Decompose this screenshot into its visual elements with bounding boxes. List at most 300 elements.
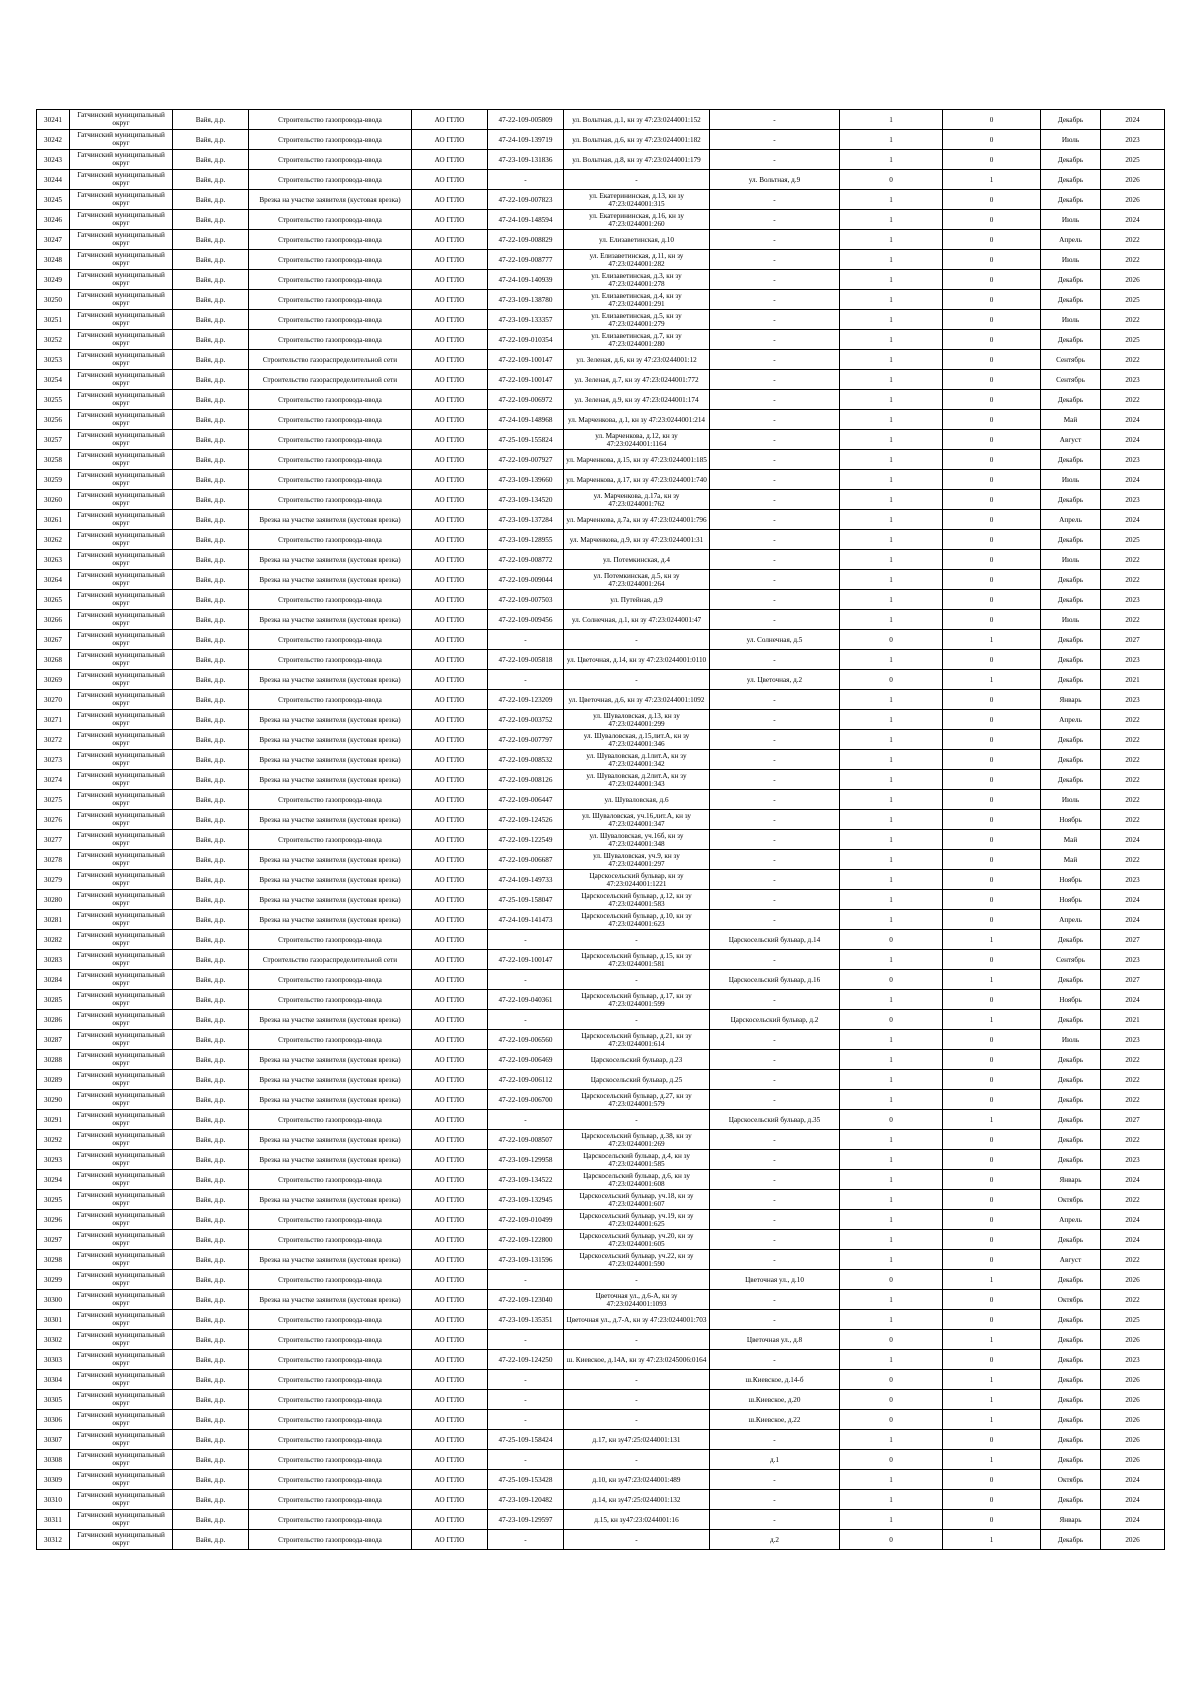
contract-flag-cell: 0 xyxy=(840,170,943,190)
contract-flag-cell: 1 xyxy=(840,1470,943,1490)
work-type-cell: Строительство газопровода-ввода xyxy=(249,790,412,810)
no-contract-flag-cell: 1 xyxy=(943,1410,1041,1430)
district-cell: Гатчинский муниципальный округ xyxy=(70,630,173,650)
contract-flag-cell: 1 xyxy=(840,110,943,130)
address-cadastral-cell: ул. Елизаветинская, д.5, кн зу 47:23:0244001:279 xyxy=(564,310,710,330)
table-row xyxy=(37,750,1165,770)
month-cell: Январь xyxy=(1041,690,1101,710)
row-number-cell: 30309 xyxy=(37,1470,70,1490)
organization-cell: АО ГГЛО xyxy=(412,1150,488,1170)
contract-number-cell: - xyxy=(488,1110,564,1130)
planned-address-cell: ул. Вольтная, д.9 xyxy=(710,170,840,190)
district-cell: Гатчинский муниципальный округ xyxy=(70,1350,173,1370)
contract-number-cell: - xyxy=(488,1530,564,1550)
no-contract-flag-cell: 0 xyxy=(943,1470,1041,1490)
no-contract-flag-cell: 0 xyxy=(943,870,1041,890)
address-cadastral-cell: Царскосельский бульвар, д.10, кн зу 47:23:0244001:623 xyxy=(564,910,710,930)
planned-address-cell: - xyxy=(710,330,840,350)
month-cell: Декабрь xyxy=(1041,750,1101,770)
contract-flag-cell: 1 xyxy=(840,1230,943,1250)
year-cell: 2026 xyxy=(1101,1270,1165,1290)
month-cell: Декабрь xyxy=(1041,1010,1101,1030)
contract-number-cell: 47-23-109-134520 xyxy=(488,490,564,510)
year-cell: 2024 xyxy=(1101,990,1165,1010)
month-cell: Декабрь xyxy=(1041,650,1101,670)
contract-number-cell: 47-22-109-010354 xyxy=(488,330,564,350)
data-table xyxy=(36,109,1165,1550)
month-cell: Июль xyxy=(1041,550,1101,570)
work-type-cell: Строительство газопровода-ввода xyxy=(249,130,412,150)
settlement-cell: Вайя, д.р. xyxy=(173,1030,249,1050)
planned-address-cell: Царскосельский бульвар, д.16 xyxy=(710,970,840,990)
row-number-cell: 30307 xyxy=(37,1430,70,1450)
table-row xyxy=(37,210,1165,230)
no-contract-flag-cell: 0 xyxy=(943,110,1041,130)
row-number-cell: 30305 xyxy=(37,1390,70,1410)
no-contract-flag-cell: 0 xyxy=(943,790,1041,810)
row-number-cell: 30289 xyxy=(37,1070,70,1090)
settlement-cell: Вайя, д.р. xyxy=(173,270,249,290)
year-cell: 2026 xyxy=(1101,1430,1165,1450)
settlement-cell: Вайя, д.р. xyxy=(173,390,249,410)
table-row xyxy=(37,990,1165,1010)
year-cell: 2024 xyxy=(1101,1510,1165,1530)
row-number-cell: 30265 xyxy=(37,590,70,610)
table-row xyxy=(37,1330,1165,1350)
row-number-cell: 30247 xyxy=(37,230,70,250)
contract-number-cell: 47-23-109-131836 xyxy=(488,150,564,170)
district-cell: Гатчинский муниципальный округ xyxy=(70,850,173,870)
address-cadastral-cell: Цветочная ул., д.7-А, кн зу 47:23:0244001:703 xyxy=(564,1310,710,1330)
no-contract-flag-cell: 0 xyxy=(943,470,1041,490)
work-type-cell: Врезка на участке заявителя (кустовая врезка) xyxy=(249,1190,412,1210)
year-cell: 2022 xyxy=(1101,1090,1165,1110)
planned-address-cell: - xyxy=(710,550,840,570)
planned-address-cell: Цветочная ул., д.8 xyxy=(710,1330,840,1350)
contract-number-cell: 47-22-109-008772 xyxy=(488,550,564,570)
year-cell: 2022 xyxy=(1101,570,1165,590)
row-number-cell: 30298 xyxy=(37,1250,70,1270)
work-type-cell: Врезка на участке заявителя (кустовая врезка) xyxy=(249,610,412,630)
organization-cell: АО ГГЛО xyxy=(412,950,488,970)
year-cell: 2023 xyxy=(1101,490,1165,510)
work-type-cell: Строительство газопровода-ввода xyxy=(249,1110,412,1130)
organization-cell: АО ГГЛО xyxy=(412,990,488,1010)
organization-cell: АО ГГЛО xyxy=(412,170,488,190)
contract-number-cell: 47-25-109-153428 xyxy=(488,1470,564,1490)
year-cell: 2024 xyxy=(1101,210,1165,230)
organization-cell: АО ГГЛО xyxy=(412,490,488,510)
no-contract-flag-cell: 1 xyxy=(943,1330,1041,1350)
planned-address-cell: - xyxy=(710,990,840,1010)
contract-number-cell: 47-24-109-148968 xyxy=(488,410,564,430)
settlement-cell: Вайя, д.р. xyxy=(173,350,249,370)
settlement-cell: Вайя, д.р. xyxy=(173,790,249,810)
month-cell: Декабрь xyxy=(1041,190,1101,210)
organization-cell: АО ГГЛО xyxy=(412,570,488,590)
month-cell: Декабрь xyxy=(1041,630,1101,650)
address-cadastral-cell: - xyxy=(564,630,710,650)
settlement-cell: Вайя, д.р. xyxy=(173,1510,249,1530)
address-cadastral-cell: ул. Марченкова, д.9, кн зу 47:23:0244001:31 xyxy=(564,530,710,550)
district-cell: Гатчинский муниципальный округ xyxy=(70,150,173,170)
address-cadastral-cell: - xyxy=(564,1410,710,1430)
work-type-cell: Строительство газопровода-ввода xyxy=(249,1510,412,1530)
district-cell: Гатчинский муниципальный округ xyxy=(70,1050,173,1070)
contract-number-cell: - xyxy=(488,1370,564,1390)
contract-number-cell: - xyxy=(488,670,564,690)
table-row xyxy=(37,1210,1165,1230)
contract-flag-cell: 1 xyxy=(840,150,943,170)
address-cadastral-cell: ул. Марченкова, д.15, кн зу 47:23:0244001:185 xyxy=(564,450,710,470)
table-row xyxy=(37,890,1165,910)
contract-flag-cell: 1 xyxy=(840,850,943,870)
work-type-cell: Врезка на участке заявителя (кустовая врезка) xyxy=(249,190,412,210)
year-cell: 2021 xyxy=(1101,670,1165,690)
table-row xyxy=(37,830,1165,850)
contract-flag-cell: 1 xyxy=(840,510,943,530)
year-cell: 2024 xyxy=(1101,510,1165,530)
organization-cell: АО ГГЛО xyxy=(412,630,488,650)
year-cell: 2024 xyxy=(1101,1490,1165,1510)
work-type-cell: Врезка на участке заявителя (кустовая врезка) xyxy=(249,1250,412,1270)
address-cadastral-cell: ул. Зеленая, д.6, кн зу 47:23:0244001:12 xyxy=(564,350,710,370)
month-cell: Декабрь xyxy=(1041,1530,1101,1550)
district-cell: Гатчинский муниципальный округ xyxy=(70,350,173,370)
year-cell: 2026 xyxy=(1101,1370,1165,1390)
district-cell: Гатчинский муниципальный округ xyxy=(70,550,173,570)
row-number-cell: 30274 xyxy=(37,770,70,790)
row-number-cell: 30276 xyxy=(37,810,70,830)
row-number-cell: 30246 xyxy=(37,210,70,230)
row-number-cell: 30300 xyxy=(37,1290,70,1310)
work-type-cell: Врезка на участке заявителя (кустовая врезка) xyxy=(249,870,412,890)
row-number-cell: 30270 xyxy=(37,690,70,710)
contract-flag-cell: 1 xyxy=(840,1170,943,1190)
table-row xyxy=(37,290,1165,310)
table-row xyxy=(37,330,1165,350)
organization-cell: АО ГГЛО xyxy=(412,1290,488,1310)
row-number-cell: 30266 xyxy=(37,610,70,630)
contract-flag-cell: 1 xyxy=(840,1350,943,1370)
contract-flag-cell: 1 xyxy=(840,690,943,710)
organization-cell: АО ГГЛО xyxy=(412,250,488,270)
address-cadastral-cell: ул. Шуваловская, д.2лит.А, кн зу 47:23:0244001:343 xyxy=(564,770,710,790)
district-cell: Гатчинский муниципальный округ xyxy=(70,590,173,610)
year-cell: 2026 xyxy=(1101,1450,1165,1470)
row-number-cell: 30304 xyxy=(37,1370,70,1390)
table-row xyxy=(37,1430,1165,1450)
work-type-cell: Строительство газопровода-ввода xyxy=(249,930,412,950)
table-row xyxy=(37,730,1165,750)
address-cadastral-cell: Царскосельский бульвар, д.17, кн зу 47:23:0244001:599 xyxy=(564,990,710,1010)
contract-number-cell: 47-22-109-003752 xyxy=(488,710,564,730)
contract-flag-cell: 1 xyxy=(840,570,943,590)
settlement-cell: Вайя, д.р. xyxy=(173,1130,249,1150)
settlement-cell: Вайя, д.р. xyxy=(173,1270,249,1290)
address-cadastral-cell: Царскосельский бульвар, д.27, кн зу 47:23:0244001:579 xyxy=(564,1090,710,1110)
month-cell: Апрель xyxy=(1041,510,1101,530)
address-cadastral-cell: Царскосельский бульвар, д.25 xyxy=(564,1070,710,1090)
address-cadastral-cell: Царскосельский бульвар, д.6, кн зу 47:23:0244001:608 xyxy=(564,1170,710,1190)
district-cell: Гатчинский муниципальный округ xyxy=(70,690,173,710)
month-cell: Июль xyxy=(1041,130,1101,150)
district-cell: Гатчинский муниципальный округ xyxy=(70,1310,173,1330)
settlement-cell: Вайя, д.р. xyxy=(173,510,249,530)
district-cell: Гатчинский муниципальный округ xyxy=(70,310,173,330)
organization-cell: АО ГГЛО xyxy=(412,1090,488,1110)
settlement-cell: Вайя, д.р. xyxy=(173,370,249,390)
address-cadastral-cell: ш. Киевское, д.14А, кн зу 47:23:0245006:0164 xyxy=(564,1350,710,1370)
no-contract-flag-cell: 0 xyxy=(943,990,1041,1010)
table-row xyxy=(37,910,1165,930)
work-type-cell: Строительство газопровода-ввода xyxy=(249,590,412,610)
address-cadastral-cell: Царскосельский бульвар, уч.19, кн зу 47:23:0244001:625 xyxy=(564,1210,710,1230)
no-contract-flag-cell: 0 xyxy=(943,1030,1041,1050)
work-type-cell: Строительство газопровода-ввода xyxy=(249,1390,412,1410)
contract-number-cell: - xyxy=(488,970,564,990)
row-number-cell: 30258 xyxy=(37,450,70,470)
row-number-cell: 30243 xyxy=(37,150,70,170)
organization-cell: АО ГГЛО xyxy=(412,830,488,850)
district-cell: Гатчинский муниципальный округ xyxy=(70,1110,173,1130)
month-cell: Декабрь xyxy=(1041,1230,1101,1250)
table-row xyxy=(37,570,1165,590)
row-number-cell: 30280 xyxy=(37,890,70,910)
year-cell: 2022 xyxy=(1101,750,1165,770)
planned-address-cell: д.2 xyxy=(710,1530,840,1550)
planned-address-cell: - xyxy=(710,130,840,150)
planned-address-cell: - xyxy=(710,1490,840,1510)
row-number-cell: 30257 xyxy=(37,430,70,450)
row-number-cell: 30260 xyxy=(37,490,70,510)
month-cell: Декабрь xyxy=(1041,1430,1101,1450)
row-number-cell: 30263 xyxy=(37,550,70,570)
table-row xyxy=(37,1390,1165,1410)
organization-cell: АО ГГЛО xyxy=(412,1390,488,1410)
contract-flag-cell: 1 xyxy=(840,530,943,550)
contract-flag-cell: 0 xyxy=(840,930,943,950)
work-type-cell: Врезка на участке заявителя (кустовая врезка) xyxy=(249,1050,412,1070)
contract-number-cell: 47-23-109-129958 xyxy=(488,1150,564,1170)
contract-number-cell: 47-22-109-006447 xyxy=(488,790,564,810)
year-cell: 2024 xyxy=(1101,1210,1165,1230)
contract-number-cell: 47-23-109-139660 xyxy=(488,470,564,490)
contract-flag-cell: 1 xyxy=(840,1050,943,1070)
no-contract-flag-cell: 0 xyxy=(943,490,1041,510)
contract-flag-cell: 1 xyxy=(840,1090,943,1110)
organization-cell: АО ГГЛО xyxy=(412,1130,488,1150)
planned-address-cell: ул. Солнечная, д.5 xyxy=(710,630,840,650)
district-cell: Гатчинский муниципальный округ xyxy=(70,450,173,470)
month-cell: Декабрь xyxy=(1041,1050,1101,1070)
organization-cell: АО ГГЛО xyxy=(412,770,488,790)
contract-flag-cell: 0 xyxy=(840,1530,943,1550)
year-cell: 2022 xyxy=(1101,790,1165,810)
no-contract-flag-cell: 0 xyxy=(943,150,1041,170)
planned-address-cell: - xyxy=(710,290,840,310)
year-cell: 2026 xyxy=(1101,1330,1165,1350)
organization-cell: АО ГГЛО xyxy=(412,910,488,930)
district-cell: Гатчинский муниципальный округ xyxy=(70,370,173,390)
organization-cell: АО ГГЛО xyxy=(412,1050,488,1070)
table-row xyxy=(37,1530,1165,1550)
planned-address-cell: - xyxy=(710,1290,840,1310)
contract-flag-cell: 1 xyxy=(840,1290,943,1310)
row-number-cell: 30255 xyxy=(37,390,70,410)
settlement-cell: Вайя, д.р. xyxy=(173,1330,249,1350)
month-cell: Декабрь xyxy=(1041,770,1101,790)
district-cell: Гатчинский муниципальный округ xyxy=(70,170,173,190)
organization-cell: АО ГГЛО xyxy=(412,850,488,870)
work-type-cell: Строительство газопровода-ввода xyxy=(249,1530,412,1550)
table-body xyxy=(37,110,1165,1550)
work-type-cell: Строительство газопровода-ввода xyxy=(249,450,412,470)
year-cell: 2022 xyxy=(1101,810,1165,830)
year-cell: 2024 xyxy=(1101,1230,1165,1250)
table-row xyxy=(37,370,1165,390)
year-cell: 2025 xyxy=(1101,150,1165,170)
table-row xyxy=(37,1350,1165,1370)
settlement-cell: Вайя, д.р. xyxy=(173,1070,249,1090)
organization-cell: АО ГГЛО xyxy=(412,530,488,550)
table-row xyxy=(37,1250,1165,1270)
district-cell: Гатчинский муниципальный округ xyxy=(70,1090,173,1110)
settlement-cell: Вайя, д.р. xyxy=(173,750,249,770)
table-row xyxy=(37,430,1165,450)
district-cell: Гатчинский муниципальный округ xyxy=(70,1330,173,1350)
contract-flag-cell: 0 xyxy=(840,670,943,690)
planned-address-cell: - xyxy=(710,1090,840,1110)
month-cell: Январь xyxy=(1041,1170,1101,1190)
address-cadastral-cell: ул. Цветочная, д.6, кн зу 47:23:0244001:1092 xyxy=(564,690,710,710)
work-type-cell: Строительство газопровода-ввода xyxy=(249,230,412,250)
no-contract-flag-cell: 0 xyxy=(943,350,1041,370)
organization-cell: АО ГГЛО xyxy=(412,270,488,290)
planned-address-cell: ш.Киевское, д.20 xyxy=(710,1390,840,1410)
contract-number-cell: 47-22-109-124250 xyxy=(488,1350,564,1370)
contract-flag-cell: 1 xyxy=(840,370,943,390)
district-cell: Гатчинский муниципальный округ xyxy=(70,250,173,270)
table-row xyxy=(37,950,1165,970)
settlement-cell: Вайя, д.р. xyxy=(173,1150,249,1170)
table-row xyxy=(37,170,1165,190)
row-number-cell: 30259 xyxy=(37,470,70,490)
organization-cell: АО ГГЛО xyxy=(412,550,488,570)
settlement-cell: Вайя, д.р. xyxy=(173,1450,249,1470)
organization-cell: АО ГГЛО xyxy=(412,1470,488,1490)
month-cell: Декабрь xyxy=(1041,450,1101,470)
address-cadastral-cell: ул. Цветочная, д.14, кн зу 47:23:0244001:0110 xyxy=(564,650,710,670)
contract-number-cell: 47-22-109-006687 xyxy=(488,850,564,870)
address-cadastral-cell: д.10, кн зу47:23:0244001:489 xyxy=(564,1470,710,1490)
work-type-cell: Строительство газопровода-ввода xyxy=(249,990,412,1010)
no-contract-flag-cell: 1 xyxy=(943,1390,1041,1410)
month-cell: Декабрь xyxy=(1041,290,1101,310)
work-type-cell: Строительство газопровода-ввода xyxy=(249,1230,412,1250)
work-type-cell: Строительство газопровода-ввода xyxy=(249,150,412,170)
contract-flag-cell: 1 xyxy=(840,790,943,810)
settlement-cell: Вайя, д.р. xyxy=(173,810,249,830)
planned-address-cell: - xyxy=(710,210,840,230)
table-row xyxy=(37,410,1165,430)
district-cell: Гатчинский муниципальный округ xyxy=(70,190,173,210)
year-cell: 2022 xyxy=(1101,730,1165,750)
work-type-cell: Строительство газопровода-ввода xyxy=(249,470,412,490)
district-cell: Гатчинский муниципальный округ xyxy=(70,290,173,310)
contract-number-cell: 47-24-109-149733 xyxy=(488,870,564,890)
contract-flag-cell: 0 xyxy=(840,1330,943,1350)
year-cell: 2023 xyxy=(1101,450,1165,470)
contract-flag-cell: 1 xyxy=(840,190,943,210)
address-cadastral-cell: ул. Вольтная, д.8, кн зу 47:23:0244001:179 xyxy=(564,150,710,170)
address-cadastral-cell: - xyxy=(564,1390,710,1410)
contract-number-cell: 47-22-109-123040 xyxy=(488,1290,564,1310)
table-row xyxy=(37,1050,1165,1070)
settlement-cell: Вайя, д.р. xyxy=(173,970,249,990)
organization-cell: АО ГГЛО xyxy=(412,1530,488,1550)
address-cadastral-cell: Царскосельский бульвар, кн зу 47:23:0244001:1221 xyxy=(564,870,710,890)
table-row xyxy=(37,930,1165,950)
settlement-cell: Вайя, д.р. xyxy=(173,1310,249,1330)
month-cell: Декабрь xyxy=(1041,150,1101,170)
month-cell: Сентябрь xyxy=(1041,950,1101,970)
settlement-cell: Вайя, д.р. xyxy=(173,590,249,610)
planned-address-cell: - xyxy=(710,150,840,170)
address-cadastral-cell: д.15, кн зу47:23:0244001:16 xyxy=(564,1510,710,1530)
table-row xyxy=(37,590,1165,610)
contract-number-cell: - xyxy=(488,1390,564,1410)
row-number-cell: 30267 xyxy=(37,630,70,650)
no-contract-flag-cell: 0 xyxy=(943,1170,1041,1190)
year-cell: 2025 xyxy=(1101,1310,1165,1330)
address-cadastral-cell: ул. Шуваловская, уч.16,лит.А, кн зу 47:23:0244001:347 xyxy=(564,810,710,830)
table-row xyxy=(37,1130,1165,1150)
table-row xyxy=(37,1030,1165,1050)
planned-address-cell: - xyxy=(710,1310,840,1330)
month-cell: Декабрь xyxy=(1041,570,1101,590)
district-cell: Гатчинский муниципальный округ xyxy=(70,1390,173,1410)
month-cell: Декабрь xyxy=(1041,1150,1101,1170)
contract-flag-cell: 1 xyxy=(840,250,943,270)
month-cell: Август xyxy=(1041,430,1101,450)
year-cell: 2027 xyxy=(1101,630,1165,650)
contract-number-cell: 47-22-109-100147 xyxy=(488,350,564,370)
no-contract-flag-cell: 1 xyxy=(943,170,1041,190)
work-type-cell: Строительство газораспределительной сети xyxy=(249,370,412,390)
settlement-cell: Вайя, д.р. xyxy=(173,850,249,870)
planned-address-cell: - xyxy=(710,110,840,130)
contract-number-cell: 47-22-109-040361 xyxy=(488,990,564,1010)
contract-number-cell: 47-22-109-007927 xyxy=(488,450,564,470)
district-cell: Гатчинский муниципальный округ xyxy=(70,970,173,990)
month-cell: Декабрь xyxy=(1041,490,1101,510)
address-cadastral-cell: ул. Екатерининская, д.16, кн зу 47:23:0244001:260 xyxy=(564,210,710,230)
no-contract-flag-cell: 0 xyxy=(943,570,1041,590)
row-number-cell: 30249 xyxy=(37,270,70,290)
no-contract-flag-cell: 0 xyxy=(943,1070,1041,1090)
work-type-cell: Врезка на участке заявителя (кустовая врезка) xyxy=(249,550,412,570)
row-number-cell: 30283 xyxy=(37,950,70,970)
contract-number-cell: 47-22-109-008532 xyxy=(488,750,564,770)
no-contract-flag-cell: 0 xyxy=(943,1490,1041,1510)
contract-flag-cell: 1 xyxy=(840,1430,943,1450)
planned-address-cell: - xyxy=(710,750,840,770)
year-cell: 2024 xyxy=(1101,430,1165,450)
month-cell: Декабрь xyxy=(1041,1350,1101,1370)
year-cell: 2022 xyxy=(1101,850,1165,870)
contract-number-cell: 47-23-109-132945 xyxy=(488,1190,564,1210)
